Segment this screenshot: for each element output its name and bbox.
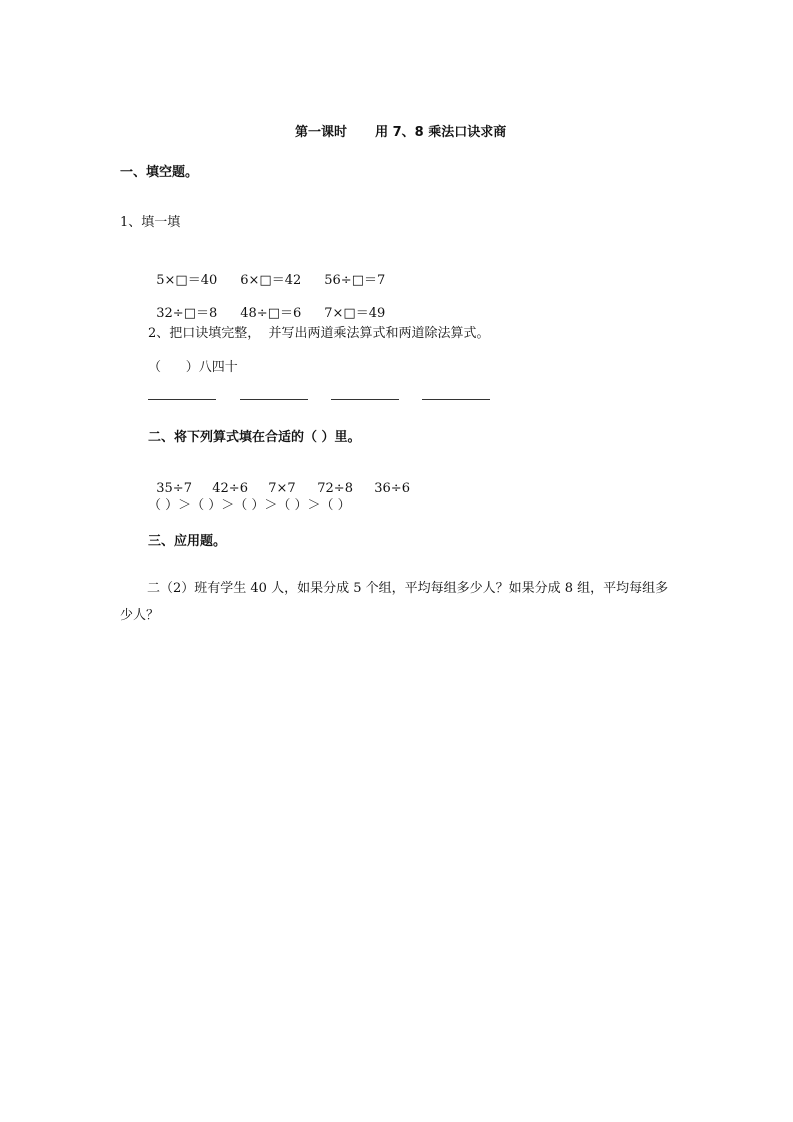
equation: 6×□＝42 — [240, 273, 302, 288]
answer-blank[interactable] — [422, 399, 490, 401]
order-line: （ ）＞（ ）＞（ ）＞（ ）＞（ ） — [148, 498, 351, 513]
expression: 72÷8 — [317, 481, 353, 496]
answer-blank[interactable] — [331, 399, 399, 401]
equation-row-2 — [148, 290, 385, 322]
expression-row — [148, 465, 410, 497]
answer-blank[interactable] — [148, 399, 216, 401]
section1-heading: 一、填空题。 — [120, 165, 199, 180]
lesson-topic: 用 7、8 乘法口诀求商 — [375, 125, 507, 140]
expression: 36÷6 — [374, 481, 410, 496]
page-title — [0, 109, 793, 141]
question2-label: 2、把口诀填完整， 并写出两道乘法算式和两道除法算式。 — [148, 326, 490, 341]
expression: 7×7 — [268, 481, 296, 496]
answer-blank[interactable] — [240, 399, 308, 401]
equation-row-1 — [148, 257, 385, 289]
word-problem: 二（2）班有学生 40 人，如果分成 5 个组，平均每组多少人？如果分成 8 组，平均每组多少人？ — [120, 581, 669, 623]
equation: 48÷□＝6 — [240, 306, 302, 321]
expression: 42÷6 — [212, 481, 248, 496]
equation: 56÷□＝7 — [324, 273, 386, 288]
expression: 35÷7 — [156, 481, 192, 496]
equation: 32÷□＝8 — [156, 306, 218, 321]
equation: 5×□＝40 — [156, 273, 218, 288]
question1-label: 1、填一填 — [120, 215, 181, 230]
lesson-label: 第一课时 — [295, 125, 348, 140]
equation: 7×□＝49 — [324, 306, 386, 321]
section2-heading: 二、将下列算式填在合适的（ ）里。 — [148, 430, 361, 445]
mnemonic-blank: （ ）八四十 — [148, 360, 238, 375]
section3-heading: 三、应用题。 — [148, 534, 227, 549]
